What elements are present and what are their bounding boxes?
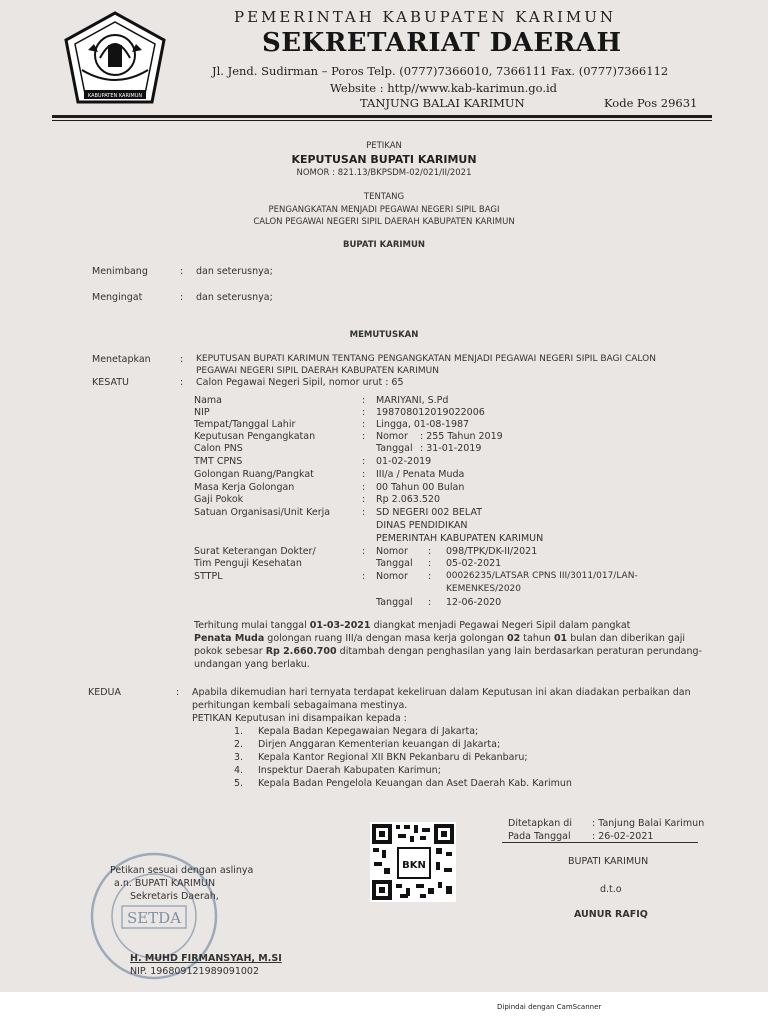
unit-kerja-line1: SD NEGERI 002 BELAT [376,507,483,518]
copy-certification-line1: Petikan sesuai dengan aslinya [110,865,254,876]
unit-kerja-line2: DINAS PENDIDIKAN [376,520,468,531]
distribution-number: 2. [234,739,244,750]
field-colon: : [362,431,366,442]
kedua-paragraph-line2: perhitungan kembali sebagaimana mestinya. [192,700,408,711]
surat-dokter-label-line1: Surat Keterangan Dokter/ [194,546,316,557]
stamp-center-text: SETDA [126,909,182,927]
distribution-number: 3. [234,752,244,763]
keputusan-tanggal-label: Tanggal [376,443,413,454]
kesatu-colon: : [180,377,184,388]
sttpl-tanggal-label: Tanggal [376,597,413,608]
masa-kerja-label: Masa Kerja Golongan [194,482,295,493]
authority-heading: BUPATI KARIMUN [342,240,426,250]
letterhead-address: Jl. Jend. Sudirman – Poros Telp. (0777)7366010, 7366111 Fax. (0777)7366112 [212,64,669,78]
kedua-paragraph-line1: Apabila dikemudian hari ternyata terdapat kekeliruan dalam Keputusan ini akan diadakan perbaikan dan [192,687,691,698]
menimbang-label: Menimbang [92,266,148,277]
keputusan-nomor-label: Nomor [376,431,408,442]
field-colon: : [428,597,432,608]
golongan-label: Golongan Ruang/Pangkat [194,469,314,480]
letterhead-rule-thin [52,120,712,121]
keputusan-tanggal-value: : 31-01-2019 [420,443,482,454]
letterhead-website: Website : http//www.kab-karimun.go.id [330,81,558,95]
dto-mark: d.t.o [600,884,622,895]
sttpl-label: STTPL [194,571,223,582]
sttpl-nomor-label: Nomor [376,571,408,582]
decree-title: KEPUTUSAN BUPATI KARIMUN [291,153,477,166]
nip-label: NIP [194,407,210,418]
emblem-label: KABUPATEN KARIMUN [87,93,143,99]
tmt-value: 01-02-2019 [376,456,432,467]
kedua-label: KEDUA [88,687,121,698]
secretary-nip: NIP. 196809121989091002 [130,966,259,977]
mengingat-label: Mengingat [92,292,143,303]
field-colon: : [428,571,432,582]
letterhead-city: TANJUNG BALAI KARIMUN [360,96,525,110]
keputusan-nomor-value: : 255 Tahun 2019 [420,431,503,442]
letterhead-postal-code: Kode Pos 29631 [604,96,698,110]
sttpl-tanggal-value: 12-06-2020 [446,597,502,608]
menimbang-value: dan seterusnya; [196,266,273,277]
nama-value: MARIYANI, S.Pd [376,395,449,406]
sttpl-nomor-value-line2: KEMENKES/2020 [446,584,522,594]
tmt-label: TMT CPNS [194,456,243,467]
terhitung-line3: pokok sebesar Rp 2.660.700 ditambah dengan penghasilan yang lain berdasarkan peraturan perundang- [194,646,702,657]
secretary-name: H. MUHD FIRMANSYAH, M.SI [130,953,282,964]
unit-kerja-line3: PEMERINTAH KABUPATEN KARIMUN [376,533,544,544]
decree-subject-line2: CALON PEGAWAI NEGERI SIPIL DAERAH KABUPATEN KARIMUN [253,217,515,227]
terhitung-line4: undangan yang berlaku. [194,659,310,670]
distribution-item: Dirjen Anggaran Kementerian keuangan di Jakarta; [258,739,501,750]
decree-subject-line1: PENGANGKATAN MENJADI PEGAWAI NEGERI SIPIL BAGI [268,205,500,215]
sttpl-nomor-value-line1: 00026235/LATSAR CPNS III/3011/017/LAN- [446,571,638,581]
kedua-colon: : [176,687,180,698]
keputusan-label-line2: Calon PNS [194,443,243,454]
ditetapkan-value: : Tanjung Balai Karimun [592,818,705,829]
field-colon: : [362,546,366,557]
keputusan-label-line1: Keputusan Pengangkatan [194,431,316,442]
surat-dokter-nomor-label: Nomor [376,546,408,557]
field-colon: : [362,395,366,406]
pada-tanggal-label: Pada Tanggal [508,831,571,842]
distribution-item: Kepala Badan Pengelola Keuangan dan Aset Daerah Kab. Karimun [258,778,572,789]
gaji-pokok-value: Rp 2.063.520 [376,494,440,505]
distribution-number: 4. [234,765,244,776]
ttl-label: Tempat/Tanggal Lahir [194,419,296,430]
distribution-item: Inspektur Daerah Kabupaten Karimun; [258,765,441,776]
gaji-pokok-label: Gaji Pokok [194,494,244,505]
signatory-name: AUNUR RAFIQ [574,909,648,920]
field-colon: : [362,407,366,418]
regency-emblem-icon [60,10,170,110]
nip-value: 198708012019022006 [376,407,485,418]
menimbang-colon: : [180,266,184,277]
distribution-number: 5. [234,778,244,789]
memutuskan-heading: MEMUTUSKAN [349,330,419,340]
copy-certification-line3: Sekretaris Daerah, [130,891,219,902]
terhitung-line2: Penata Muda golongan ruang III/a dengan masa kerja golongan 02 tahun 01 bulan dan diberikan gaji [194,633,686,644]
letterhead-office: SEKRETARIAT DAERAH [262,28,622,58]
signature-divider [502,842,698,843]
petikan-label: PETIKAN [366,141,402,151]
menetapkan-value-line1: KEPUTUSAN BUPATI KARIMUN TENTANG PENGANGKATAN MENJADI PEGAWAI NEGERI SIPIL BAGI CALON [196,354,656,364]
kesatu-label: KESATU [92,377,129,388]
menetapkan-value-line2: PEGAWAI NEGERI SIPIL DAERAH KABUPATEN KARIMUN [196,366,439,376]
field-colon: : [362,419,366,430]
menetapkan-label: Menetapkan [92,354,151,365]
golongan-value: III/a / Penata Muda [376,469,465,480]
distribution-number: 1. [234,726,244,737]
distribution-item: Kepala Badan Kepegawaian Negara di Jakarta; [258,726,479,737]
letterhead-government: PEMERINTAH KABUPATEN KARIMUN [234,8,617,26]
distribution-item: Kepala Kantor Regional XII BKN Pekanbaru di Pekanbaru; [258,752,528,763]
signatory-office: BUPATI KARIMUN [568,856,649,867]
qr-code-icon [370,822,456,902]
mengingat-value: dan seterusnya; [196,292,273,303]
nama-label: Nama [194,395,223,406]
distribution-intro: PETIKAN Keputusan ini disampaikan kepada : [192,713,407,724]
field-colon: : [362,469,366,480]
field-colon: : [428,546,432,557]
field-colon: : [362,507,366,518]
surat-dokter-tanggal-label: Tanggal [376,558,413,569]
mengingat-colon: : [180,292,184,303]
copy-certification-line2: a.n. BUPATI KARIMUN [114,878,216,889]
pada-tanggal-value: : 26-02-2021 [592,831,654,842]
surat-dokter-nomor-value: 098/TPK/DK-II/2021 [446,546,538,557]
kesatu-value: Calon Pegawai Negeri Sipil, nomor urut : 65 [196,377,404,388]
masa-kerja-value: 00 Tahun 00 Bulan [376,482,465,493]
field-colon: : [362,494,366,505]
unit-kerja-label: Satuan Organisasi/Unit Kerja [194,507,331,518]
menetapkan-colon: : [180,354,184,365]
tentang-label: TENTANG [363,192,405,202]
qr-center-label: BKN [402,860,426,871]
ttl-value: Lingga, 01-08-1987 [376,419,470,430]
surat-dokter-label-line2: Tim Penguji Kesehatan [194,558,302,569]
field-colon: : [362,456,366,467]
decree-number: NOMOR : 821.13/BKPSDM-02/021/II/2021 [296,168,472,178]
field-colon: : [362,482,366,493]
surat-dokter-tanggal-value: 05-02-2021 [446,558,502,569]
letterhead-rule-thick [52,115,712,118]
terhitung-line1: Terhitung mulai tanggal 01-03-2021 diangkat menjadi Pegawai Negeri Sipil dalam pangkat [194,620,631,631]
scanner-watermark: Dipindai dengan CamScanner [497,1003,602,1011]
field-colon: : [428,558,432,569]
field-colon: : [362,571,366,582]
ditetapkan-label: Ditetapkan di [508,818,572,829]
